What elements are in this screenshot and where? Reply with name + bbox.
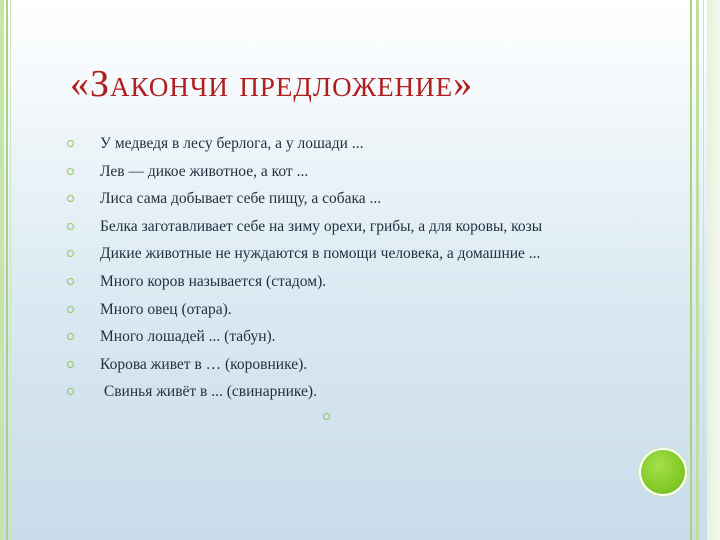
list-item [64, 240, 542, 268]
bullet-icon [67, 195, 74, 202]
list-item-text: Дикие животные не нуждаются в помощи человека, а домашние ... [100, 245, 541, 263]
bullet-icon [67, 168, 74, 175]
right-decor-stripe [690, 0, 692, 540]
green-circle-decoration [641, 450, 685, 494]
list-item-text: Свинья живёт в ... (свинарнике). [100, 383, 317, 401]
bullet-icon [67, 140, 74, 147]
list-item-text: Много коров называется (стадом). [100, 272, 327, 290]
list-item [64, 351, 542, 379]
list-item [64, 130, 542, 158]
bullet-icon [67, 278, 74, 285]
list-item [64, 268, 542, 296]
list-item-text: Лиса сама добывает себе пищу, а собака ... [100, 190, 382, 208]
list-item [64, 323, 542, 351]
bullet-icon [67, 333, 74, 340]
empty-bullet-icon [323, 413, 330, 420]
list-item [64, 213, 542, 241]
list-item [64, 378, 542, 406]
left-decor-stripe [10, 0, 11, 540]
list-item-text: Много овец (отара). [100, 300, 232, 318]
list-item [64, 296, 542, 324]
left-decor-stripe [0, 0, 4, 540]
list-item-text: У медведя в лесу берлога, а у лошади ... [100, 135, 364, 152]
bullet-icon [67, 306, 74, 313]
bullet-icon [67, 250, 74, 257]
list-item-text: Много лошадей ... (табун). [100, 328, 276, 346]
right-decor-stripe [707, 0, 720, 540]
list-item [64, 185, 542, 213]
bullet-list [64, 130, 542, 406]
list-item-text: Белка заготавливает себе на зиму орехи, грибы, а для коровы, козы [100, 217, 543, 235]
list-item [64, 158, 542, 186]
bullet-icon [67, 223, 74, 230]
list-item-text: Лев — дикое животное, а кот ... [100, 162, 309, 180]
slide-title: «Закончи предложение» [70, 63, 474, 105]
bullet-icon [67, 388, 74, 395]
bullet-icon [67, 361, 74, 368]
right-decor-stripe [696, 0, 699, 540]
right-decor-stripe [703, 0, 704, 540]
list-item-text: Корова живет в … (коровнике). [100, 355, 308, 373]
left-decor-stripe [6, 0, 8, 540]
